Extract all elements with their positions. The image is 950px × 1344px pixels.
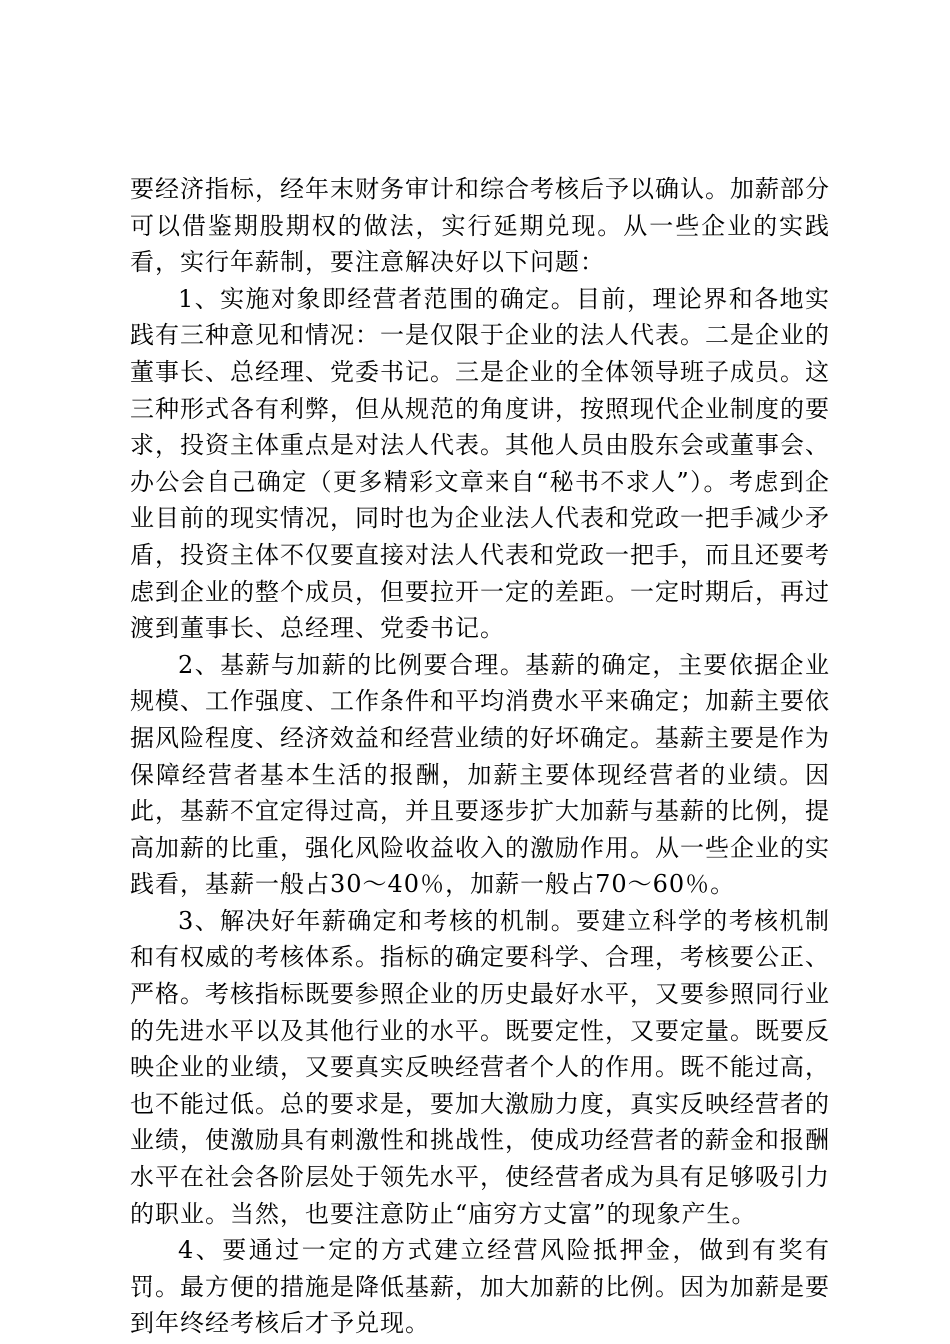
paragraph-item-1: 1、实施对象即经营者范围的确定。目前，理论界和各地实践有三种意见和情况：一是仅限于企业的法人代表。二是企业的董事长、总经理、党委书记。三是企业的全体领导班子成员。这三种形式各有利弊，但从规范的角度讲，按照现代企业制度的要求，投资主体重点是对法人代表。其他人员由股东会或董事会、办公会自己确定（更多精彩文章来自“秘书不求人”）。考虑到企业目前的现实情况，同时也为企业法人代表和党政一把手减少矛盾，投资主体不仅要直接对法人代表和党政一把手，而且还要考虑到企业的整个成员，但要拉开一定的差距。一定时期后，再过渡到董事长、总经理、党委书记。 xyxy=(130,284,830,643)
paragraph-item-2: 2、基薪与加薪的比例要合理。基薪的确定，主要依据企业规模、工作强度、工作条件和平均消费水平来确定；加薪主要依据风险程度、经济效益和经营业绩的好坏确定。基薪主要是作为保障经营者基本生活的报酬，加薪主要体现经营者的业绩。因此，基薪不宜定得过高，并且要逐步扩大加薪与基薪的比例，提高加薪的比重，强化风险收益收入的激励作用。从一些企业的实践看，基薪一般占30～40％，加薪一般占70～60％。 xyxy=(130,650,830,899)
paragraph-item-4: 4、要通过一定的方式建立经营风险抵押金，做到有奖有罚。最方便的措施是降低基薪，加大加薪的比例。因为加薪是要到年终经考核后才予兑现。 xyxy=(130,1236,830,1338)
paragraph-item-3: 3、解决好年薪确定和考核的机制。要建立科学的考核机制和有权威的考核体系。指标的确定要科学、合理，考核要公正、严格。考核指标既要参照企业的历史最好水平，又要参照同行业的先进水平以及其他行业的水平。既要定性，又要定量。既要反映企业的业绩，又要真实反映经营者个人的作用。既不能过高，也不能过低。总的要求是，要加大激励力度，真实反映经营者的业绩，使激励具有刺激性和挑战性，使成功经营者的薪金和报酬水平在社会各阶层处于领先水平，使经营者成为具有足够吸引力的职业。当然，也要注意防止“庙穷方丈富”的现象产生。 xyxy=(130,906,830,1228)
document-body xyxy=(130,171,830,1342)
paragraph-continuation: 要经济指标，经年末财务审计和综合考核后予以确认。加薪部分可以借鉴期股期权的做法，实行延期兑现。从一些企业的实践看，实行年薪制，要注意解决好以下问题： xyxy=(130,175,830,277)
